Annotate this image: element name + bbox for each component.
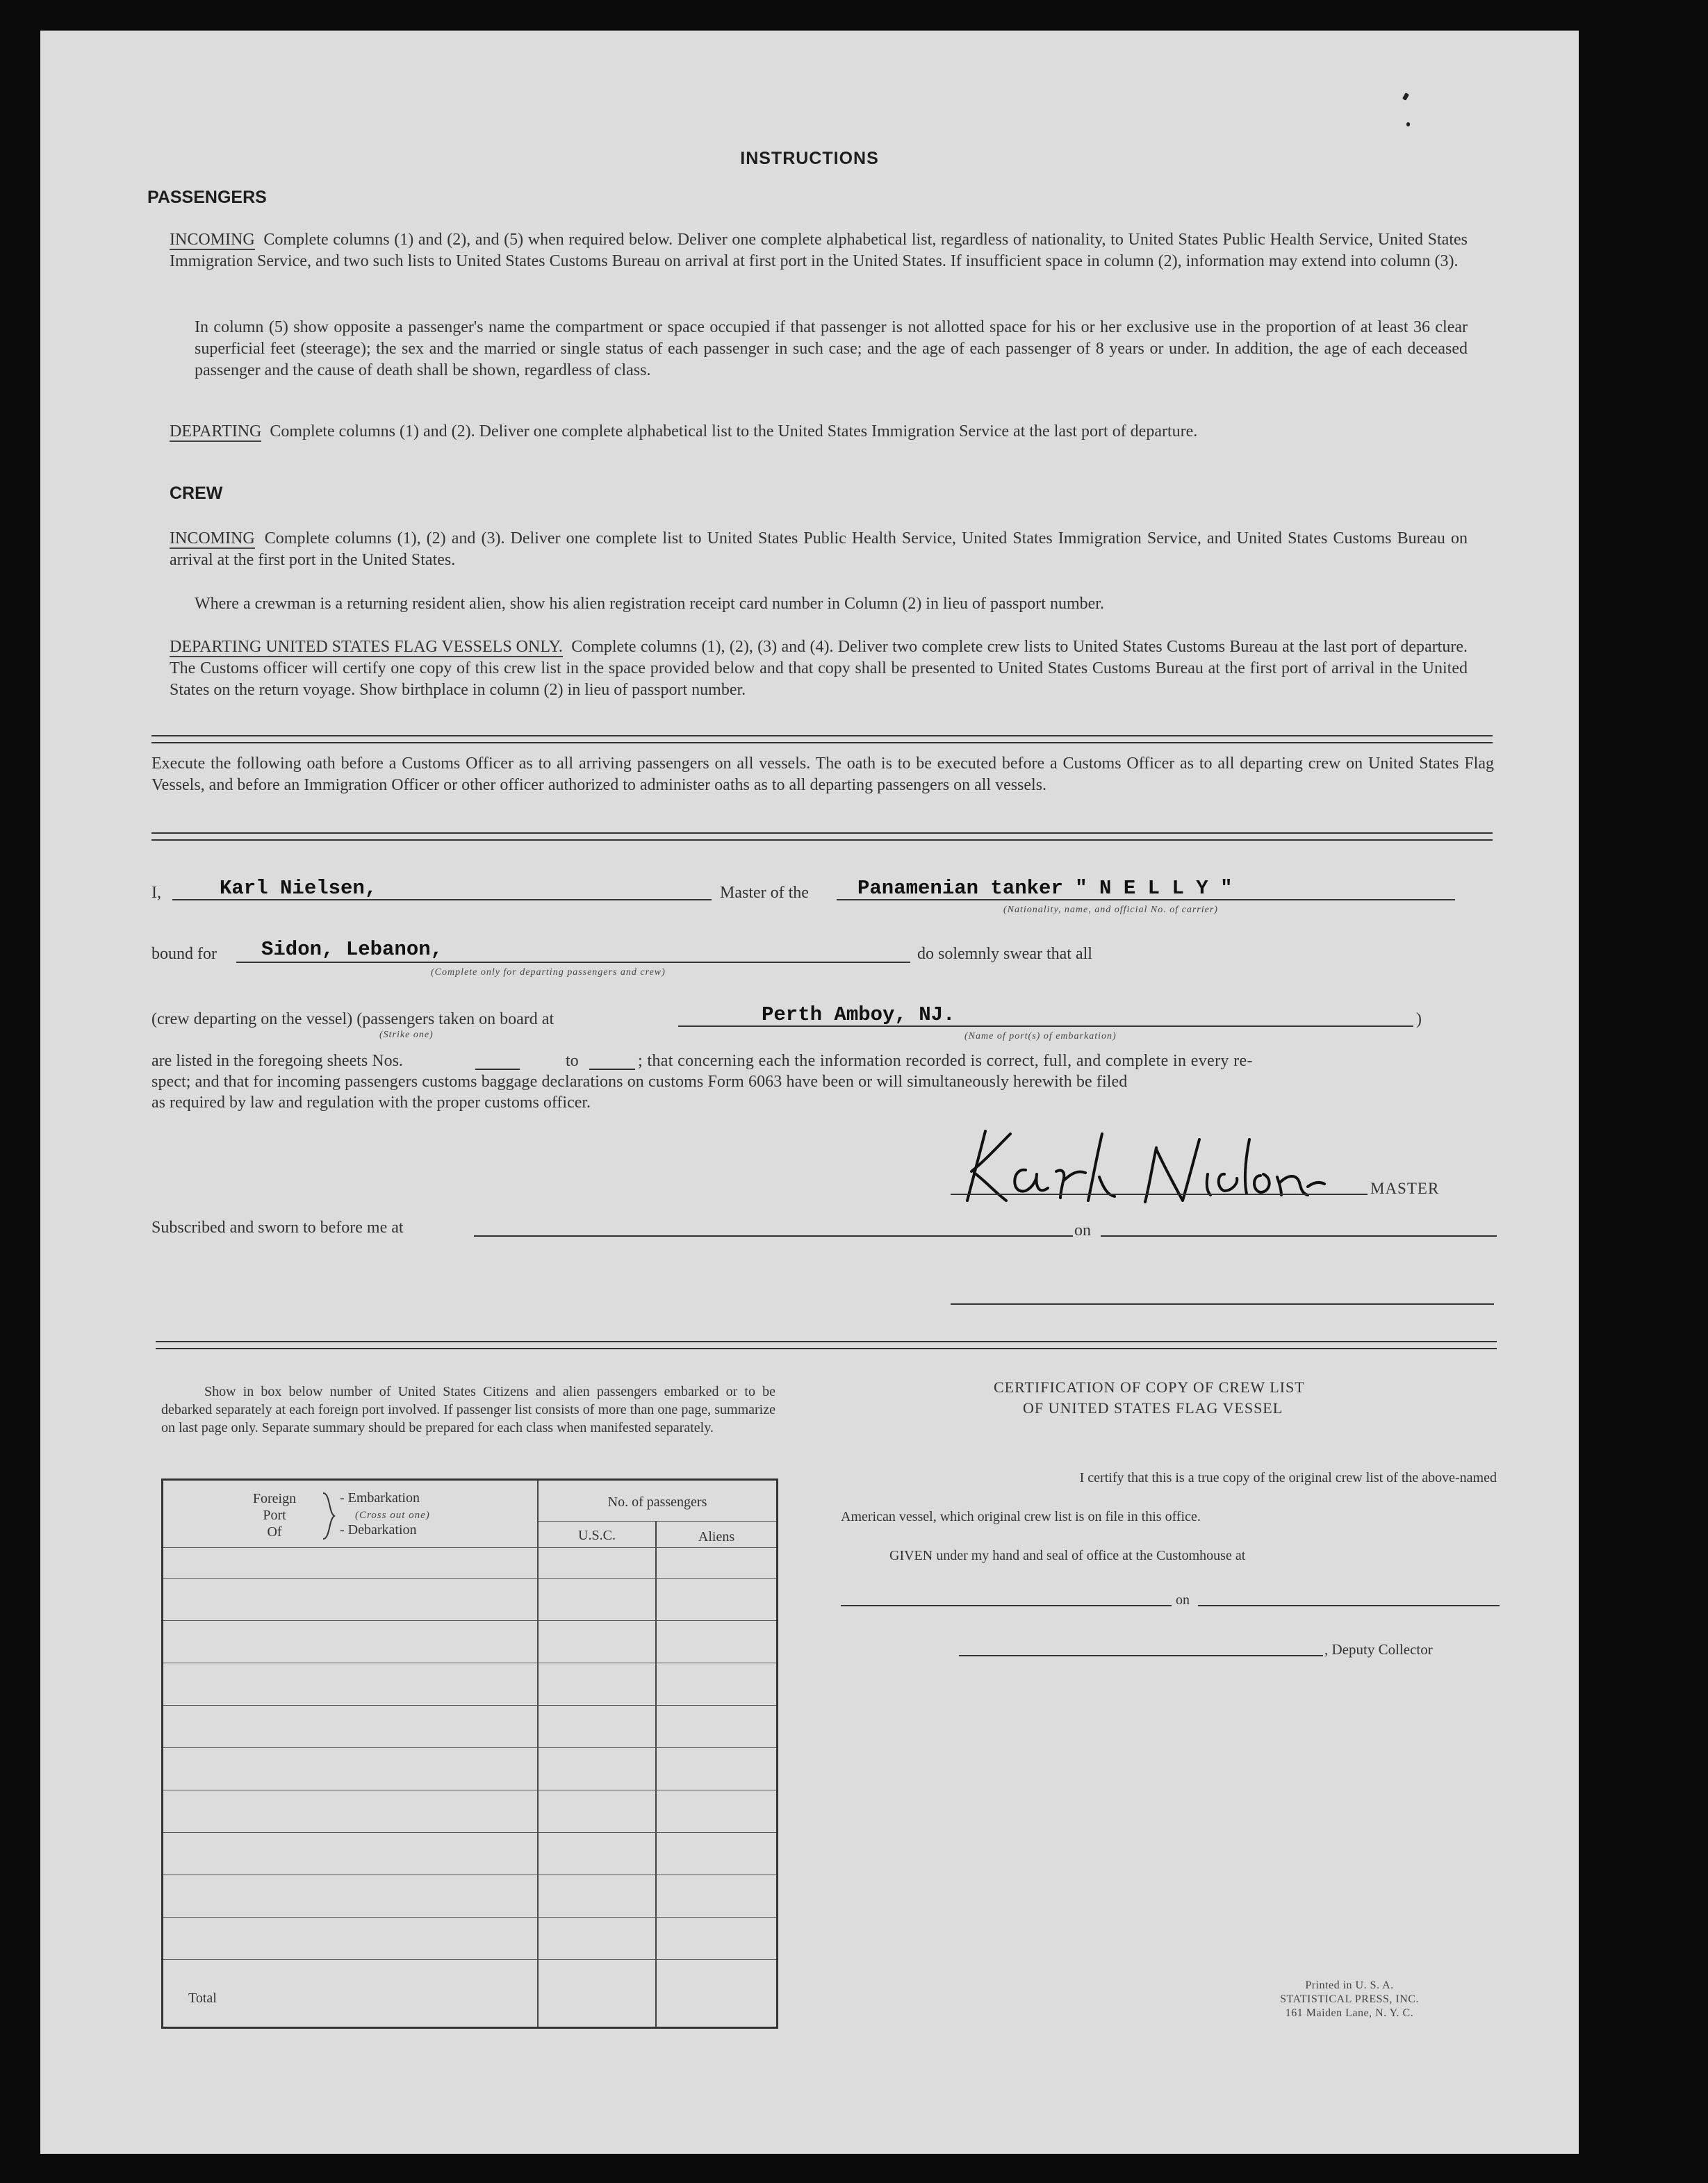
listed-to-label: to bbox=[566, 1052, 579, 1070]
listed-text-2: ; that concerning each the information recorded is correct, full, and complete in every re- bbox=[638, 1052, 1253, 1070]
master-name-value: Karl Nielsen, bbox=[220, 877, 377, 900]
certify-text-1: I certify that this is a true copy of the original crew list of the above-named bbox=[1079, 1470, 1497, 1485]
certification-title-2: OF UNITED STATES FLAG VESSEL bbox=[1023, 1399, 1283, 1417]
passengers-column5-paragraph: In column (5) show opposite a passenger's name the compartment or space occupied if that passenger is not allotted space for his or her exclusive use in the proportion of at least 36 clear superficial feet (steerage); the sex and the married or single status of each passenger in such case; and the age of each passenger of 8 years or under. In addition, the age of each deceased passenger and the cause of death shall be shown, regardless of class. bbox=[195, 318, 1468, 379]
crew-alien-paragraph: Where a crewman is a returning resident alien, show his alien registration receipt card number in Column (2) in lieu of passport number. bbox=[195, 595, 1104, 613]
master-signature bbox=[944, 1119, 1333, 1216]
oath-intro-paragraph: Execute the following oath before a Customs Officer as to all arriving passengers on all vessels. The oath is to be executed before a Customs Officer as to all departing crew on United States Flag Vessels, and before an Immigration Officer or other officer authorized to administer oaths as to all departing passengers on all vessels. bbox=[151, 755, 1494, 794]
table-row-line bbox=[163, 1747, 776, 1748]
embarkation-label: - Embarkation bbox=[340, 1490, 420, 1506]
crew-heading: CREW bbox=[170, 484, 223, 503]
speck bbox=[1402, 92, 1409, 101]
crew-departing-label: DEPARTING UNITED STATES FLAG VESSELS ONLY. bbox=[170, 638, 563, 656]
table-row-line bbox=[163, 1959, 776, 1960]
speck bbox=[1406, 122, 1410, 126]
printer-line-1: Printed in U. S. A. bbox=[1305, 1979, 1394, 1991]
bound-for-label: bound for bbox=[151, 945, 217, 963]
passengers-departing-paragraph bbox=[170, 421, 1468, 443]
sworn-date-field[interactable] bbox=[1101, 1235, 1497, 1237]
foreign-port-of-label bbox=[240, 1490, 309, 1540]
crew-incoming-text: Complete columns (1), (2) and (3). Deliver one complete list to United States Public Health Service, United States Immigration Service, and United States Customs Bureau on arrival at the first port in the United States. bbox=[170, 529, 1468, 569]
form-sheet bbox=[40, 31, 1579, 2154]
usc-header: U.S.C. bbox=[578, 1528, 616, 1543]
certification-date-field[interactable] bbox=[1198, 1605, 1500, 1606]
sheet-to-field[interactable] bbox=[589, 1069, 635, 1070]
passengers-incoming-text: Complete columns (1) and (2), and (5) when required below. Deliver one complete alphabetical list, regardless of nationality, to United States Public Health Service, United States Immigration Service, and two such lists to United States Customs Bureau on arrival at first port in the United States. If insufficient space in column (2), information may extend into column (3). bbox=[170, 231, 1468, 270]
passengers-heading: PASSENGERS bbox=[147, 188, 267, 207]
oath-i-label: I, bbox=[151, 884, 161, 902]
brace-icon bbox=[320, 1492, 337, 1540]
officer-signature-line[interactable] bbox=[951, 1303, 1494, 1305]
swear-text: do solemnly swear that all bbox=[917, 945, 1092, 963]
table-row-line bbox=[163, 1705, 776, 1706]
customhouse-field[interactable] bbox=[841, 1605, 1172, 1606]
listed-text-4: as required by law and regulation with the proper customs officer. bbox=[151, 1094, 591, 1112]
sworn-location-field[interactable] bbox=[474, 1235, 1073, 1237]
table-row-line bbox=[163, 1917, 776, 1918]
crew-incoming-label: INCOMING bbox=[170, 529, 255, 547]
header-divider bbox=[539, 1521, 776, 1522]
port-hint: (Name of port(s) of embarkation) bbox=[964, 1031, 1117, 1041]
section-divider bbox=[151, 832, 1493, 841]
passengers-departing-text: Complete columns (1) and (2). Deliver one complete alphabetical list to the United States Immigration Service at the last port of departure. bbox=[270, 422, 1198, 440]
printer-line-3: 161 Maiden Lane, N. Y. C. bbox=[1285, 2007, 1414, 2019]
certification-title-1: CERTIFICATION OF COPY OF CREW LIST bbox=[994, 1378, 1305, 1396]
listed-text-1: are listed in the foregoing sheets Nos. bbox=[151, 1052, 403, 1070]
passengers-incoming-paragraph bbox=[170, 229, 1468, 272]
aliens-header: Aliens bbox=[698, 1529, 735, 1544]
printer-line-2: STATISTICAL PRESS, INC. bbox=[1280, 1993, 1419, 2005]
bound-for-field[interactable] bbox=[236, 962, 910, 963]
section-divider bbox=[156, 1341, 1497, 1349]
foreign-label: Foreign bbox=[252, 1491, 297, 1506]
section-divider bbox=[151, 735, 1493, 743]
sworn-on-label: on bbox=[1074, 1221, 1091, 1239]
passengers-incoming-label: INCOMING bbox=[170, 231, 255, 249]
column-divider bbox=[537, 1481, 539, 2027]
port-label: Port bbox=[263, 1508, 286, 1523]
crew-departing-text: Complete columns (1), (2), (3) and (4). Deliver two complete crew lists to United States Customs Bureau at the last port of departure. The Customs officer will certify one copy of this crew list in the space provided below and that copy shall be presented to United States Customs Bureau at the first port of arrival in the United States on the return voyage. Show birthplace in column (2) in lieu of passport number. bbox=[170, 638, 1468, 699]
given-text: GIVEN under my hand and seal of office at the Customhouse at bbox=[889, 1548, 1246, 1563]
certify-text-2: American vessel, which original crew list is on file in this office. bbox=[841, 1509, 1201, 1524]
subscribed-label: Subscribed and sworn to before me at bbox=[151, 1219, 404, 1237]
debarkation-label: - Debarkation bbox=[340, 1522, 417, 1538]
close-paren: ) bbox=[1416, 1010, 1422, 1028]
crew-departing-paragraph bbox=[170, 636, 1468, 701]
master-label: MASTER bbox=[1370, 1180, 1440, 1197]
table-row-line bbox=[163, 1578, 776, 1579]
column-divider bbox=[655, 1521, 657, 2027]
certification-on-label: on bbox=[1176, 1592, 1190, 1608]
total-label: Total bbox=[188, 1991, 217, 2006]
deputy-collector-signature-line[interactable] bbox=[959, 1655, 1323, 1656]
printer-imprint bbox=[1238, 1979, 1461, 2020]
deputy-collector-label: , Deputy Collector bbox=[1324, 1641, 1433, 1658]
no-of-passengers-header: No. of passengers bbox=[607, 1494, 707, 1510]
strike-hint: (Strike one) bbox=[379, 1030, 434, 1040]
vessel-hint: (Nationality, name, and official No. of carrier) bbox=[1003, 905, 1218, 915]
summary-instructions: Show in box below number of United States Citizens and alien passengers embarked or to be debarked separately at each foreign port involved. If passenger list consists of more than one page, summarize on last page only. Separate summary should be prepared for each class when manifested separately. bbox=[161, 1384, 775, 1435]
table-row-line bbox=[163, 1620, 776, 1621]
vessel-value: Panamenian tanker " N E L L Y " bbox=[857, 877, 1233, 900]
cross-out-hint: (Cross out one) bbox=[355, 1510, 430, 1521]
passenger-summary-table bbox=[161, 1478, 778, 2029]
master-signature-line[interactable] bbox=[951, 1194, 1368, 1195]
sheet-from-field[interactable] bbox=[475, 1069, 520, 1070]
passengers-departing-label: DEPARTING bbox=[170, 422, 262, 440]
bound-for-value: Sidon, Lebanon, bbox=[261, 938, 443, 961]
listed-text-3: spect; and that for incoming passengers customs baggage declarations on customs Form 6063 have been or will simultaneously herewith be filed bbox=[151, 1073, 1128, 1091]
table-row-line bbox=[163, 1832, 776, 1833]
instructions-title: INSTRUCTIONS bbox=[740, 149, 879, 168]
crew-incoming-paragraph bbox=[170, 528, 1468, 571]
bound-for-hint: (Complete only for departing passengers and crew) bbox=[431, 967, 666, 978]
master-of-label: Master of the bbox=[720, 884, 809, 902]
header-bottom-line bbox=[163, 1547, 776, 1548]
crew-departing-statement: (crew departing on the vessel) (passengers taken on board at bbox=[151, 1010, 555, 1028]
port-value: Perth Amboy, NJ. bbox=[762, 1003, 955, 1026]
of-label: Of bbox=[267, 1524, 282, 1540]
